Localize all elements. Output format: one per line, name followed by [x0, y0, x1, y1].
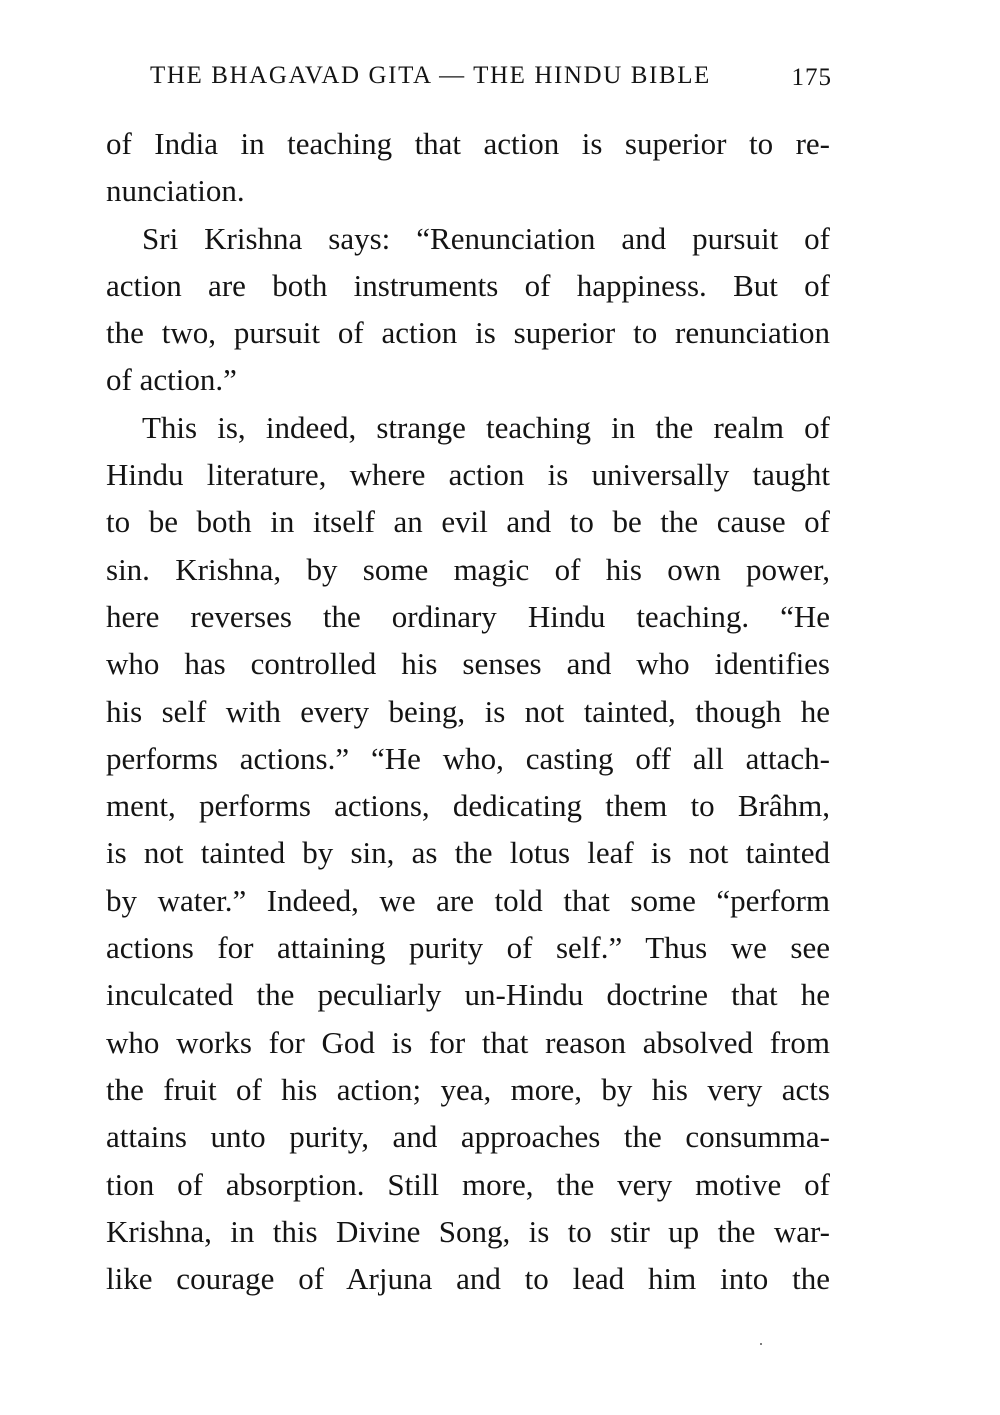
text-line: tion of absorption. Still more, the very motive of: [106, 1166, 830, 1202]
text-line: to be both in itself an evil and to be the cause of: [106, 504, 830, 540]
paragraph-2: [106, 215, 830, 404]
text-line: Hindu literature, where action is universally taught: [106, 457, 830, 493]
text-line: the two, pursuit of action is superior to renunciation: [106, 315, 830, 351]
text-line: Sri Krishna says: “Renunciation and pursuit of: [142, 220, 830, 256]
text-line: performs actions.” “He who, casting off all attach-: [106, 740, 830, 776]
page-number: 175: [791, 64, 832, 91]
text-line: of action.”: [106, 362, 237, 398]
text-line: This is, indeed, strange teaching in the realm of: [142, 409, 830, 445]
text-line: attains unto purity, and approaches the consumma-: [106, 1119, 830, 1155]
text-line: who works for God is for that reason absolved from: [106, 1024, 830, 1060]
text-line: is not tainted by sin, as the lotus leaf is not tainted: [106, 835, 830, 871]
text-line: ment, performs actions, dedicating them to Brâhm,: [106, 788, 830, 824]
text-line: like courage of Arjuna and to lead him into the: [106, 1261, 830, 1297]
text-line: of India in teaching that action is superior to re-: [106, 126, 830, 161]
text-line: his self with every being, is not tainted, though he: [106, 693, 830, 729]
text-line: the fruit of his action; yea, more, by his very acts: [106, 1071, 830, 1107]
paragraph-3: [106, 404, 830, 1303]
text-line: sin. Krishna, by some magic of his own power,: [106, 551, 830, 587]
text-line: Krishna, in this Divine Song, is to stir up the war-: [106, 1213, 830, 1249]
body-text: [106, 120, 830, 1302]
running-head: THE BHAGAVAD GITA — THE HINDU BIBLE: [150, 62, 711, 89]
text-line: who has controlled his senses and who identifies: [106, 646, 830, 682]
text-line: actions for attaining purity of self.” Thus we see: [106, 930, 830, 966]
text-line: nunciation.: [106, 173, 245, 209]
paragraph-1: [106, 120, 830, 215]
print-speck: [760, 1343, 762, 1345]
text-line: by water.” Indeed, we are told that some “perform: [106, 882, 830, 918]
text-line: action are both instruments of happiness. But of: [106, 267, 830, 303]
text-line: inculcated the peculiarly un-Hindu doctrine that he: [106, 977, 830, 1013]
text-line: here reverses the ordinary Hindu teaching. “He: [106, 598, 830, 634]
